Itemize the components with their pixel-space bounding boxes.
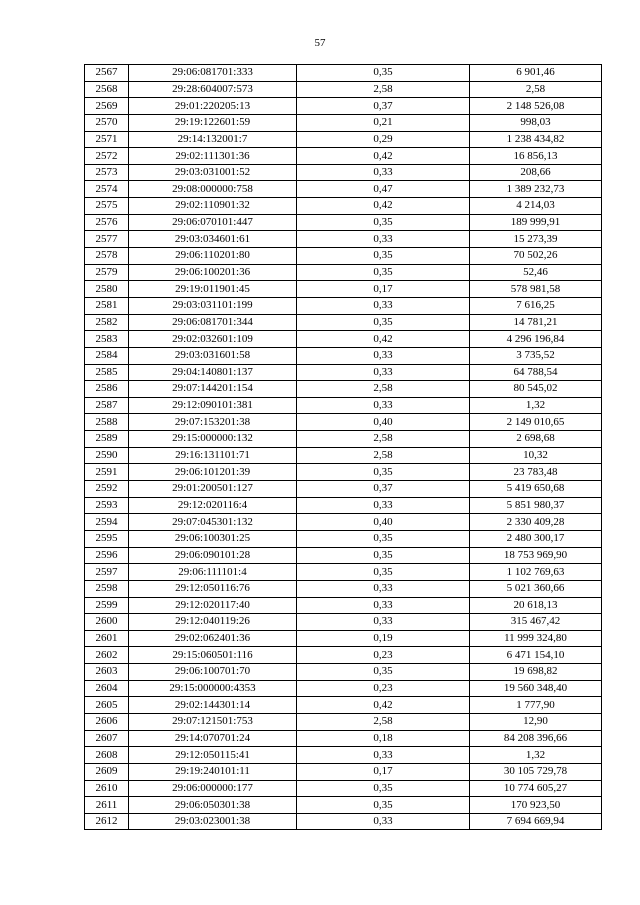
- amount-cell: 19 560 348,40: [470, 680, 602, 697]
- cadastral-number-cell: 29:06:090101:28: [129, 547, 297, 564]
- table-row: [85, 98, 602, 115]
- amount-cell: 2,58: [470, 81, 602, 98]
- row-index-cell: 2606: [85, 713, 129, 730]
- cadastral-number-cell: 29:06:081701:344: [129, 314, 297, 331]
- table-row: [85, 381, 602, 398]
- table-row: [85, 81, 602, 98]
- cadastral-number-cell: 29:08:000000:758: [129, 181, 297, 198]
- table-row: [85, 114, 602, 131]
- coefficient-cell: 0,33: [297, 813, 470, 830]
- cadastral-number-cell: 29:01:220205:13: [129, 98, 297, 115]
- table-row: [85, 447, 602, 464]
- row-index-cell: 2594: [85, 514, 129, 531]
- coefficient-cell: 0,35: [297, 65, 470, 82]
- coefficient-cell: 2,58: [297, 431, 470, 448]
- cadastral-number-cell: 29:06:101201:39: [129, 464, 297, 481]
- row-index-cell: 2591: [85, 464, 129, 481]
- amount-cell: 6 901,46: [470, 65, 602, 82]
- amount-cell: 208,66: [470, 164, 602, 181]
- row-index-cell: 2588: [85, 414, 129, 431]
- row-index-cell: 2584: [85, 347, 129, 364]
- coefficient-cell: 0,17: [297, 763, 470, 780]
- amount-cell: 10,32: [470, 447, 602, 464]
- row-index-cell: 2573: [85, 164, 129, 181]
- coefficient-cell: 0,35: [297, 464, 470, 481]
- table-row: [85, 297, 602, 314]
- table-row: [85, 281, 602, 298]
- cadastral-number-cell: 29:14:132001:7: [129, 131, 297, 148]
- row-index-cell: 2579: [85, 264, 129, 281]
- coefficient-cell: 0,35: [297, 547, 470, 564]
- cadastral-number-cell: 29:02:110901:32: [129, 198, 297, 215]
- cadastral-number-cell: 29:06:050301:38: [129, 797, 297, 814]
- table-row: [85, 780, 602, 797]
- table-row: [85, 314, 602, 331]
- coefficient-cell: 0,33: [297, 231, 470, 248]
- coefficient-cell: 2,58: [297, 713, 470, 730]
- coefficient-cell: 0,35: [297, 664, 470, 681]
- coefficient-cell: 2,58: [297, 381, 470, 398]
- table-row: [85, 65, 602, 82]
- table-row: [85, 231, 602, 248]
- row-index-cell: 2576: [85, 214, 129, 231]
- amount-cell: 80 545,02: [470, 381, 602, 398]
- amount-cell: 70 502,26: [470, 248, 602, 265]
- coefficient-cell: 0,21: [297, 114, 470, 131]
- table-row: [85, 564, 602, 581]
- table-row: [85, 464, 602, 481]
- coefficient-cell: 0,33: [297, 397, 470, 414]
- coefficient-cell: 0,47: [297, 181, 470, 198]
- row-index-cell: 2612: [85, 813, 129, 830]
- coefficient-cell: 0,35: [297, 797, 470, 814]
- row-index-cell: 2599: [85, 597, 129, 614]
- amount-cell: 12,90: [470, 713, 602, 730]
- table-row: [85, 647, 602, 664]
- amount-cell: 998,03: [470, 114, 602, 131]
- amount-cell: 3 735,52: [470, 347, 602, 364]
- cadastral-number-cell: 29:06:070101:447: [129, 214, 297, 231]
- row-index-cell: 2590: [85, 447, 129, 464]
- amount-cell: 1,32: [470, 747, 602, 764]
- cadastral-number-cell: 29:15:000000:4353: [129, 680, 297, 697]
- coefficient-cell: 0,35: [297, 248, 470, 265]
- amount-cell: 5 851 980,37: [470, 497, 602, 514]
- cadastral-number-cell: 29:03:031001:52: [129, 164, 297, 181]
- cadastral-number-cell: 29:06:000000:177: [129, 780, 297, 797]
- amount-cell: 20 618,13: [470, 597, 602, 614]
- row-index-cell: 2602: [85, 647, 129, 664]
- row-index-cell: 2575: [85, 198, 129, 215]
- cadastral-number-cell: 29:15:000000:132: [129, 431, 297, 448]
- row-index-cell: 2577: [85, 231, 129, 248]
- row-index-cell: 2571: [85, 131, 129, 148]
- row-index-cell: 2567: [85, 65, 129, 82]
- coefficient-cell: 0,35: [297, 780, 470, 797]
- amount-cell: 189 999,91: [470, 214, 602, 231]
- row-index-cell: 2572: [85, 148, 129, 165]
- cadastral-number-cell: 29:19:122601:59: [129, 114, 297, 131]
- row-index-cell: 2601: [85, 630, 129, 647]
- cadastral-number-cell: 29:03:031101:199: [129, 297, 297, 314]
- amount-cell: 1 777,90: [470, 697, 602, 714]
- coefficient-cell: 0,35: [297, 214, 470, 231]
- coefficient-cell: 0,42: [297, 148, 470, 165]
- table-row: [85, 364, 602, 381]
- coefficient-cell: 0,33: [297, 747, 470, 764]
- table-row: [85, 713, 602, 730]
- coefficient-cell: 0,33: [297, 580, 470, 597]
- amount-cell: 1 238 434,82: [470, 131, 602, 148]
- cadastral-number-cell: 29:12:050115:41: [129, 747, 297, 764]
- table-row: [85, 481, 602, 498]
- cadastral-number-cell: 29:12:040119:26: [129, 614, 297, 631]
- row-index-cell: 2581: [85, 297, 129, 314]
- coefficient-cell: 0,35: [297, 530, 470, 547]
- amount-cell: 4 296 196,84: [470, 331, 602, 348]
- cadastral-number-cell: 29:06:100201:36: [129, 264, 297, 281]
- table-row: [85, 347, 602, 364]
- amount-cell: 2 148 526,08: [470, 98, 602, 115]
- amount-cell: 23 783,48: [470, 464, 602, 481]
- row-index-cell: 2583: [85, 331, 129, 348]
- cadastral-number-cell: 29:06:100301:25: [129, 530, 297, 547]
- cadastral-number-cell: 29:02:062401:36: [129, 630, 297, 647]
- cadastral-number-cell: 29:12:090101:381: [129, 397, 297, 414]
- table-row: [85, 813, 602, 830]
- cadastral-number-cell: 29:03:023001:38: [129, 813, 297, 830]
- coefficient-cell: 0,37: [297, 481, 470, 498]
- coefficient-cell: 0,29: [297, 131, 470, 148]
- amount-cell: 5 419 650,68: [470, 481, 602, 498]
- amount-cell: 170 923,50: [470, 797, 602, 814]
- coefficient-cell: 0,42: [297, 697, 470, 714]
- cadastral-number-cell: 29:03:031601:58: [129, 347, 297, 364]
- cadastral-number-cell: 29:07:121501:753: [129, 713, 297, 730]
- data-table: [84, 64, 602, 830]
- table-row: [85, 148, 602, 165]
- row-index-cell: 2592: [85, 481, 129, 498]
- table-row: [85, 547, 602, 564]
- coefficient-cell: 0,33: [297, 297, 470, 314]
- coefficient-cell: 0,19: [297, 630, 470, 647]
- cadastral-number-cell: 29:16:131101:71: [129, 447, 297, 464]
- row-index-cell: 2593: [85, 497, 129, 514]
- row-index-cell: 2569: [85, 98, 129, 115]
- coefficient-cell: 0,33: [297, 497, 470, 514]
- cadastral-number-cell: 29:03:034601:61: [129, 231, 297, 248]
- row-index-cell: 2610: [85, 780, 129, 797]
- cadastral-number-cell: 29:06:111101:4: [129, 564, 297, 581]
- table-row: [85, 214, 602, 231]
- amount-cell: 578 981,58: [470, 281, 602, 298]
- cadastral-number-cell: 29:06:110201:80: [129, 248, 297, 265]
- row-index-cell: 2570: [85, 114, 129, 131]
- amount-cell: 11 999 324,80: [470, 630, 602, 647]
- cadastral-number-cell: 29:07:153201:38: [129, 414, 297, 431]
- table-row: [85, 797, 602, 814]
- row-index-cell: 2580: [85, 281, 129, 298]
- amount-cell: 6 471 154,10: [470, 647, 602, 664]
- table-row: [85, 664, 602, 681]
- table-row: [85, 248, 602, 265]
- coefficient-cell: 0,40: [297, 514, 470, 531]
- amount-cell: 84 208 396,66: [470, 730, 602, 747]
- row-index-cell: 2574: [85, 181, 129, 198]
- row-index-cell: 2605: [85, 697, 129, 714]
- row-index-cell: 2589: [85, 431, 129, 448]
- table-row: [85, 697, 602, 714]
- cadastral-number-cell: 29:12:050116:76: [129, 580, 297, 597]
- coefficient-cell: 0,33: [297, 614, 470, 631]
- amount-cell: 19 698,82: [470, 664, 602, 681]
- row-index-cell: 2604: [85, 680, 129, 697]
- coefficient-cell: 0,35: [297, 264, 470, 281]
- row-index-cell: 2603: [85, 664, 129, 681]
- cadastral-number-cell: 29:12:020117:40: [129, 597, 297, 614]
- table-row: [85, 597, 602, 614]
- cadastral-number-cell: 29:14:070701:24: [129, 730, 297, 747]
- row-index-cell: 2586: [85, 381, 129, 398]
- row-index-cell: 2607: [85, 730, 129, 747]
- amount-cell: 10 774 605,27: [470, 780, 602, 797]
- table-row: [85, 514, 602, 531]
- table-row: [85, 397, 602, 414]
- coefficient-cell: 0,33: [297, 164, 470, 181]
- cadastral-number-cell: 29:02:111301:36: [129, 148, 297, 165]
- table-row: [85, 530, 602, 547]
- cadastral-number-cell: 29:07:144201:154: [129, 381, 297, 398]
- coefficient-cell: 0,42: [297, 331, 470, 348]
- row-index-cell: 2608: [85, 747, 129, 764]
- table-row: [85, 747, 602, 764]
- table-row: [85, 264, 602, 281]
- amount-cell: 15 273,39: [470, 231, 602, 248]
- row-index-cell: 2597: [85, 564, 129, 581]
- table-row: [85, 630, 602, 647]
- amount-cell: 30 105 729,78: [470, 763, 602, 780]
- table-row: [85, 763, 602, 780]
- cadastral-number-cell: 29:15:060501:116: [129, 647, 297, 664]
- row-index-cell: 2595: [85, 530, 129, 547]
- coefficient-cell: 0,33: [297, 347, 470, 364]
- table-row: [85, 198, 602, 215]
- table-row: [85, 131, 602, 148]
- table-row: [85, 431, 602, 448]
- table-row: [85, 614, 602, 631]
- amount-cell: 16 856,13: [470, 148, 602, 165]
- coefficient-cell: 0,33: [297, 364, 470, 381]
- amount-cell: 7 616,25: [470, 297, 602, 314]
- row-index-cell: 2611: [85, 797, 129, 814]
- cadastral-number-cell: 29:19:240101:11: [129, 763, 297, 780]
- row-index-cell: 2578: [85, 248, 129, 265]
- coefficient-cell: 2,58: [297, 447, 470, 464]
- table-body: [85, 65, 602, 830]
- coefficient-cell: 0,35: [297, 314, 470, 331]
- amount-cell: 5 021 360,66: [470, 580, 602, 597]
- cadastral-number-cell: 29:06:081701:333: [129, 65, 297, 82]
- cadastral-number-cell: 29:04:140801:137: [129, 364, 297, 381]
- coefficient-cell: 0,40: [297, 414, 470, 431]
- coefficient-cell: 0,18: [297, 730, 470, 747]
- amount-cell: 4 214,03: [470, 198, 602, 215]
- cadastral-number-cell: 29:12:020116:4: [129, 497, 297, 514]
- table-row: [85, 164, 602, 181]
- cadastral-number-cell: 29:01:200501:127: [129, 481, 297, 498]
- table-row: [85, 331, 602, 348]
- coefficient-cell: 0,37: [297, 98, 470, 115]
- amount-cell: 52,46: [470, 264, 602, 281]
- amount-cell: 64 788,54: [470, 364, 602, 381]
- cadastral-number-cell: 29:06:100701:70: [129, 664, 297, 681]
- cadastral-number-cell: 29:02:032601:109: [129, 331, 297, 348]
- row-index-cell: 2568: [85, 81, 129, 98]
- amount-cell: 1 389 232,73: [470, 181, 602, 198]
- coefficient-cell: 0,42: [297, 198, 470, 215]
- row-index-cell: 2600: [85, 614, 129, 631]
- coefficient-cell: 0,33: [297, 597, 470, 614]
- row-index-cell: 2582: [85, 314, 129, 331]
- page-number: 57: [314, 37, 326, 49]
- coefficient-cell: 2,58: [297, 81, 470, 98]
- row-index-cell: 2609: [85, 763, 129, 780]
- amount-cell: 18 753 969,90: [470, 547, 602, 564]
- cadastral-number-cell: 29:28:604007:573: [129, 81, 297, 98]
- row-index-cell: 2596: [85, 547, 129, 564]
- amount-cell: 14 781,21: [470, 314, 602, 331]
- amount-cell: 2 149 010,65: [470, 414, 602, 431]
- coefficient-cell: 0,17: [297, 281, 470, 298]
- table-row: [85, 730, 602, 747]
- cadastral-number-cell: 29:19:011901:45: [129, 281, 297, 298]
- coefficient-cell: 0,23: [297, 680, 470, 697]
- coefficient-cell: 0,35: [297, 564, 470, 581]
- row-index-cell: 2587: [85, 397, 129, 414]
- row-index-cell: 2585: [85, 364, 129, 381]
- table-row: [85, 497, 602, 514]
- amount-cell: 1,32: [470, 397, 602, 414]
- amount-cell: 2 330 409,28: [470, 514, 602, 531]
- amount-cell: 315 467,42: [470, 614, 602, 631]
- table-row: [85, 580, 602, 597]
- row-index-cell: 2598: [85, 580, 129, 597]
- amount-cell: 2 698,68: [470, 431, 602, 448]
- table-row: [85, 414, 602, 431]
- cadastral-number-cell: 29:02:144301:14: [129, 697, 297, 714]
- amount-cell: 7 694 669,94: [470, 813, 602, 830]
- amount-cell: 2 480 300,17: [470, 530, 602, 547]
- table-row: [85, 181, 602, 198]
- table-row: [85, 680, 602, 697]
- amount-cell: 1 102 769,63: [470, 564, 602, 581]
- cadastral-number-cell: 29:07:045301:132: [129, 514, 297, 531]
- coefficient-cell: 0,23: [297, 647, 470, 664]
